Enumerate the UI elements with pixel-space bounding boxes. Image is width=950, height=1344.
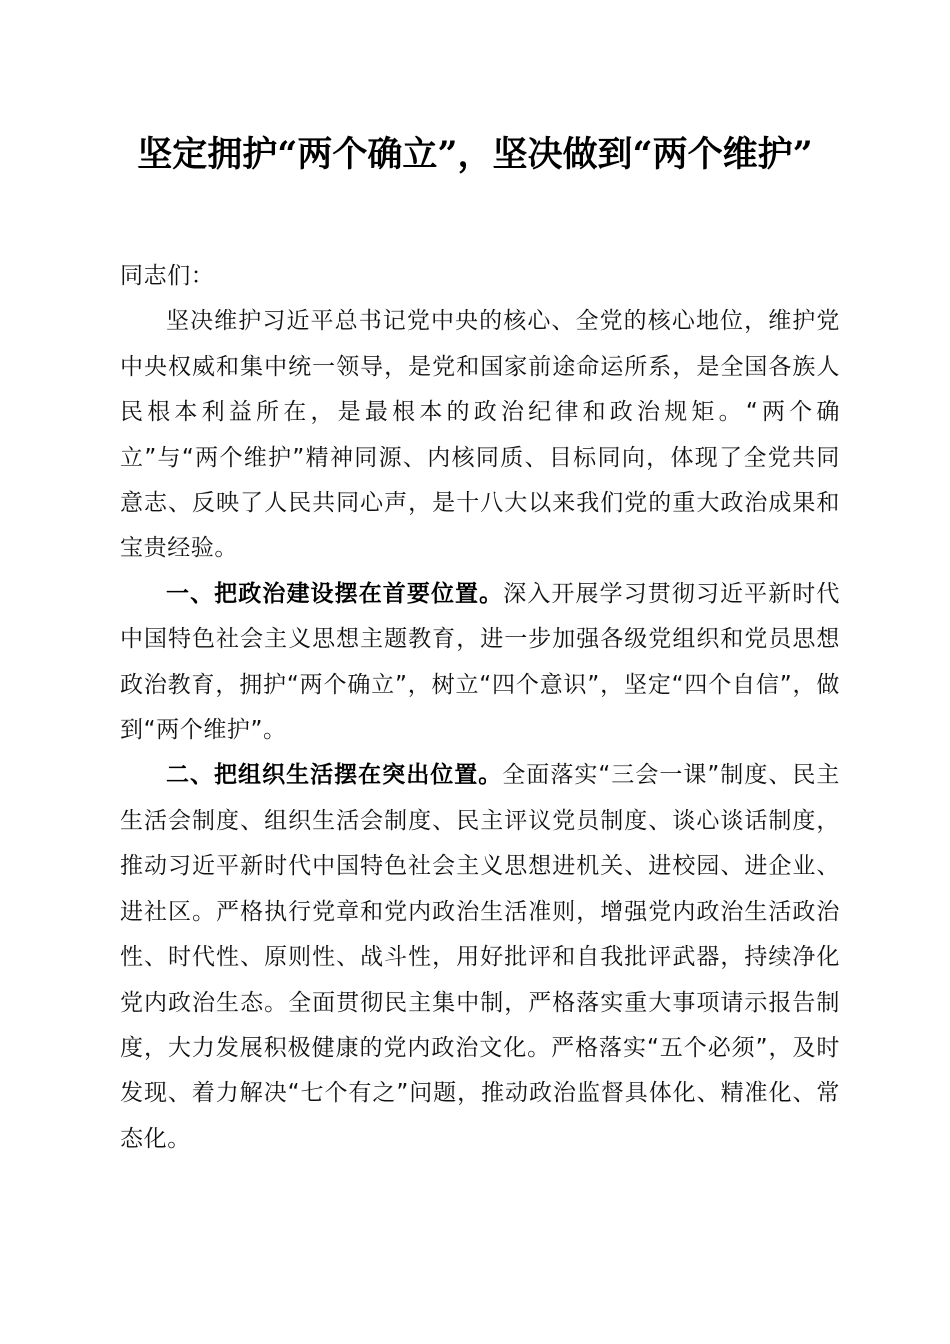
- section-text-2: 全面落实“三会一课”制度、民主生活会制度、组织生活会制度、民主评议党员制度、谈心谈话制度，推动习近平新时代中国特色社会主义思想进机关、进校园、进企业、进社区。严格执行党章和党内政治生活准则，增强党内政治生活政治性、时代性、原则性、战斗性，用好批评和自我批评武器，持续净化党内政治生态。全面贯彻民主集中制，严格落实重大事项请示报告制度，大力发展积极健康的党内政治文化。严格落实“五个必须”，及时发现、着力解决“七个有之”问题，推动政治监督具体化、精准化、常态化。: [120, 762, 840, 1152]
- section-paragraph-2: [120, 753, 840, 1162]
- section-text-1: 深入开展学习贯彻习近平新时代中国特色社会主义思想主题教育，进一步加强各级党组织和党员思想政治教育，拥护“两个确立”，树立“四个意识”，坚定“四个自信”，做到“两个维护”。: [120, 580, 840, 744]
- section-paragraph-1: [120, 572, 840, 754]
- intro-paragraph: 坚决维护习近平总书记党中央的核心、全党的核心地位，维护党中央权威和集中统一领导，是党和国家前途命运所系，是全国各族人民根本利益所在，是最根本的政治纪律和政治规矩。“两个确立”与“两个维护”精神同源、内核同质、目标同向，体现了全党共同意志、反映了人民共同心声，是十八大以来我们党的重大政治成果和宝贵经验。: [120, 308, 840, 562]
- section-heading-1: 一、把政治建设摆在首要位置。: [166, 580, 504, 607]
- document-body: [120, 254, 840, 1162]
- section-heading-2: 二、把组织生活摆在突出位置。: [166, 762, 503, 789]
- greeting: 同志们：: [120, 263, 215, 289]
- document-title: 坚定拥护“两个确立”，坚决做到“两个维护”: [137, 134, 813, 175]
